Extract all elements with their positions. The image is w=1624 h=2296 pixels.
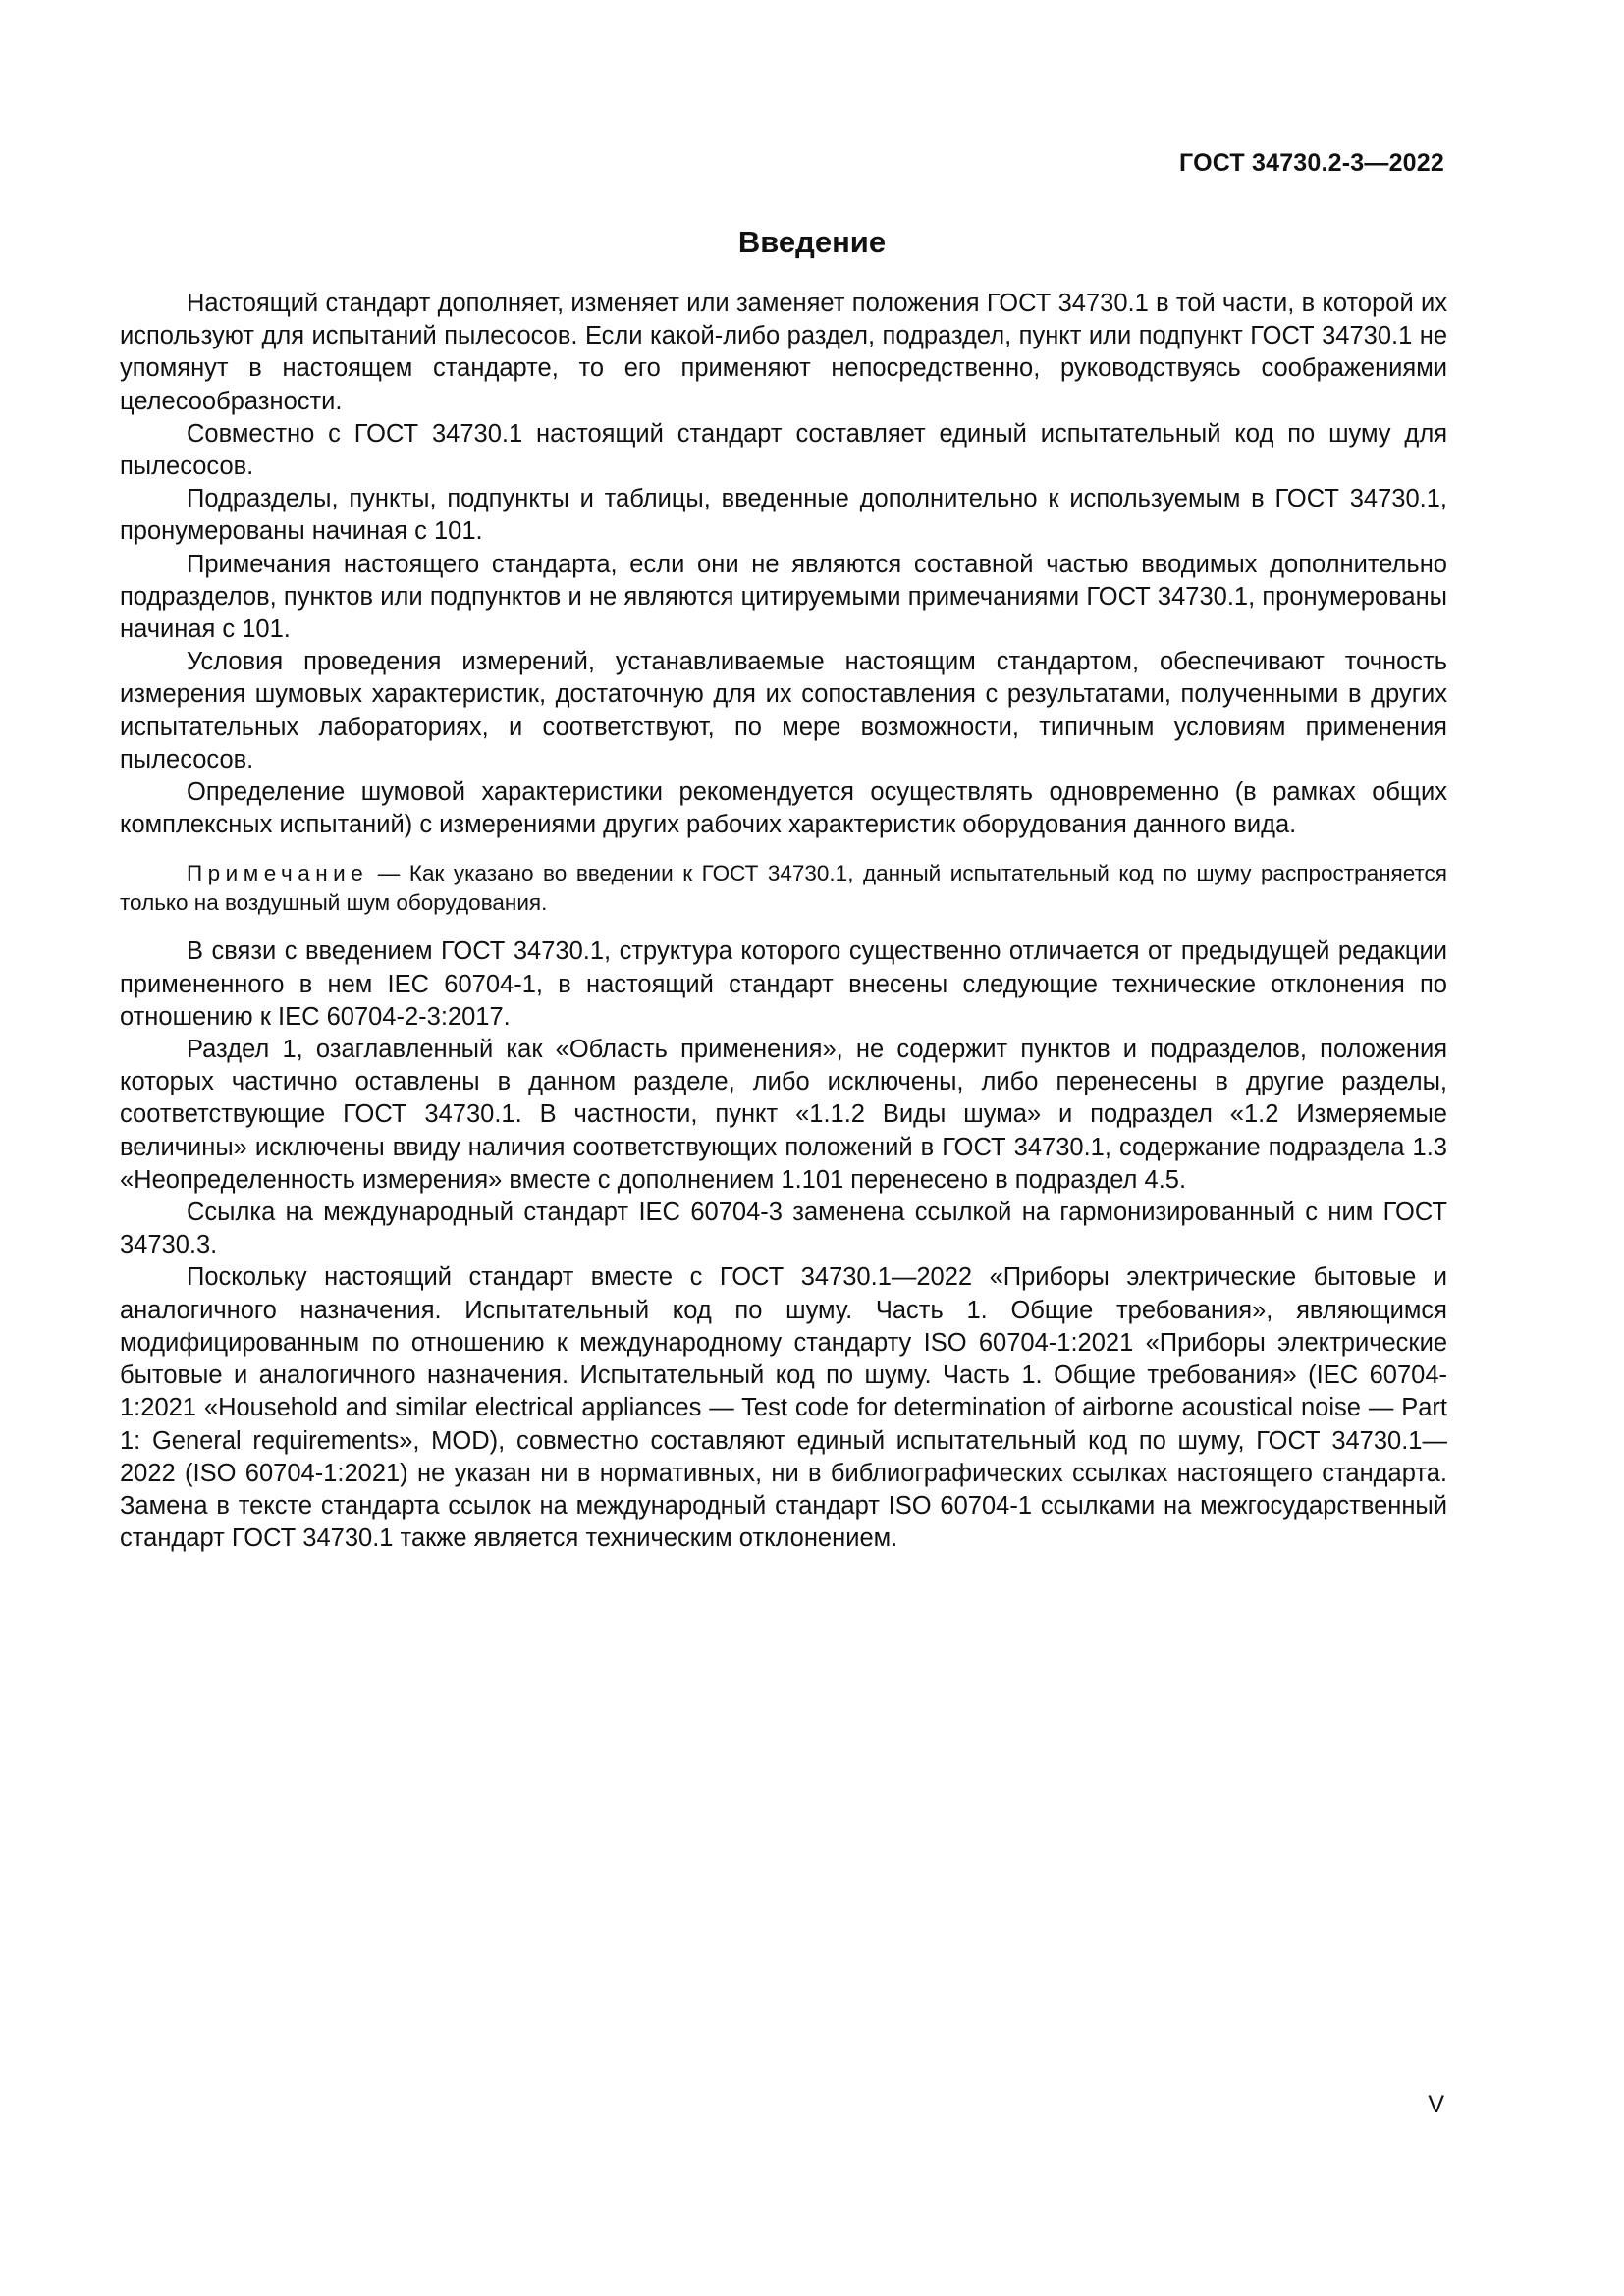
note-dash: — [377,861,401,886]
note-label: Примечание [187,861,369,886]
paragraph: Совместно с ГОСТ 34730.1 настоящий стандарт составляет единый испытательный код по шуму для пылесосов. [120,419,1447,481]
paragraph: Раздел 1, озаглавленный как «Область применения», не содержит пунктов и подразделов, положения которых частично оставлены в данном разделе, либо исключены, либо перенесены в другие разделы, соответствующие ГОСТ 34730.1. В частности, пункт «1.1.2 Виды шума» и подраздел «1.2 Измеряемые величины» исключены ввиду наличия соответствующих положений в ГОСТ 34730.1, содержание подраздела 1.3 «Неопределенность измерения» вместе с дополнением 1.101 перенесено в подраздел 4.5. [120,1036,1447,1194]
paragraph: Условия проведения измерений, устанавливаемые настоящим стандартом, обеспечивают точность измерения шумовых характеристик, достаточную для их сопоставления с результатами, полученными в других испытательных лабораториях, и соответствуют, по мере возможности, типичным условиям применения пылесосов. [120,648,1447,774]
paragraph: Определение шумовой характеристики рекомендуется осуществлять одновременно (в рамках общих комплексных испытаний) с измерениями других рабочих характеристик оборудования данного вида. [120,778,1447,839]
paragraph: Примечания настоящего стандарта, если они не являются составной частью вводимых дополнительно подразделов, пунктов или подпунктов и не являются цитируемыми примечаниями ГОСТ 34730.1, пронумерованы начиная с 101. [120,550,1447,644]
paragraph: Поскольку настоящий стандарт вместе с ГОСТ 34730.1—2022 «Приборы электрические бытовые и аналогичного назначения. Испытательный код по шуму. Часть 1. Общие требования», являющимся модифицированным по отношению к международному стандарту ISO 60704-1:2021 «Приборы электрические бытовые и аналогичного назначения. Испытательный код по шуму. Часть 1. Общие требования» (IEC 60704-1:2021 «Household and similar electrical appliances — Test code for determination of airborne acoustical noise — Part 1: General requirements», MOD), совместно составляют единый испытательный код по шуму, ГОСТ 34730.1—2022 (ISO 60704-1:2021) не указан ни в нормативных, ни в библиографических ссылках настоящего стандарта. Замена в тексте стандарта ссылок на международный стандарт ISO 60704-1 ссылками на межгосударственный стандарт ГОСТ 34730.1 также является техническим отклонением. [120,1263,1447,1553]
section-title: Введение [737,225,887,259]
paragraph: Ссылка на международный стандарт IEC 60704-3 заменена ссылкой на гармонизированный с ним ГОСТ 34730.3. [120,1199,1447,1259]
note-text: Как указано во введении к ГОСТ 34730.1, данный испытательный код по шуму распространяется только на воздушный шум оборудования. [120,861,1447,916]
paragraph: Настоящий стандарт дополняет, изменяет или заменяет положения ГОСТ 34730.1 в той части, в которой их используют для испытаний пылесосов. Если какой-либо раздел, подраздел, пункт или подпункт ГОСТ 34730.1 не упомянут в настоящем стандарте, то его применяют непосредственно, руководствуясь соображениями целесообразности. [120,290,1447,415]
paragraph: Подразделы, пункты, подпункты и таблицы, введенные дополнительно к используемым в ГОСТ 34730.1, пронумерованы начиная с 101. [120,485,1447,546]
standard-number: ГОСТ 34730.2-3—2022 [1179,149,1444,177]
paragraph: В связи с введением ГОСТ 34730.1, структура которого существенно отличается от предыдущей редакции примененного в нем IEC 60704-1, в настоящий стандарт внесены следующие технические отклонения по отношению к IEC 60704-2-3:2017. [120,937,1447,1031]
note [120,859,1447,918]
page-number: V [1428,2091,1444,2118]
body-text [120,288,1447,1555]
